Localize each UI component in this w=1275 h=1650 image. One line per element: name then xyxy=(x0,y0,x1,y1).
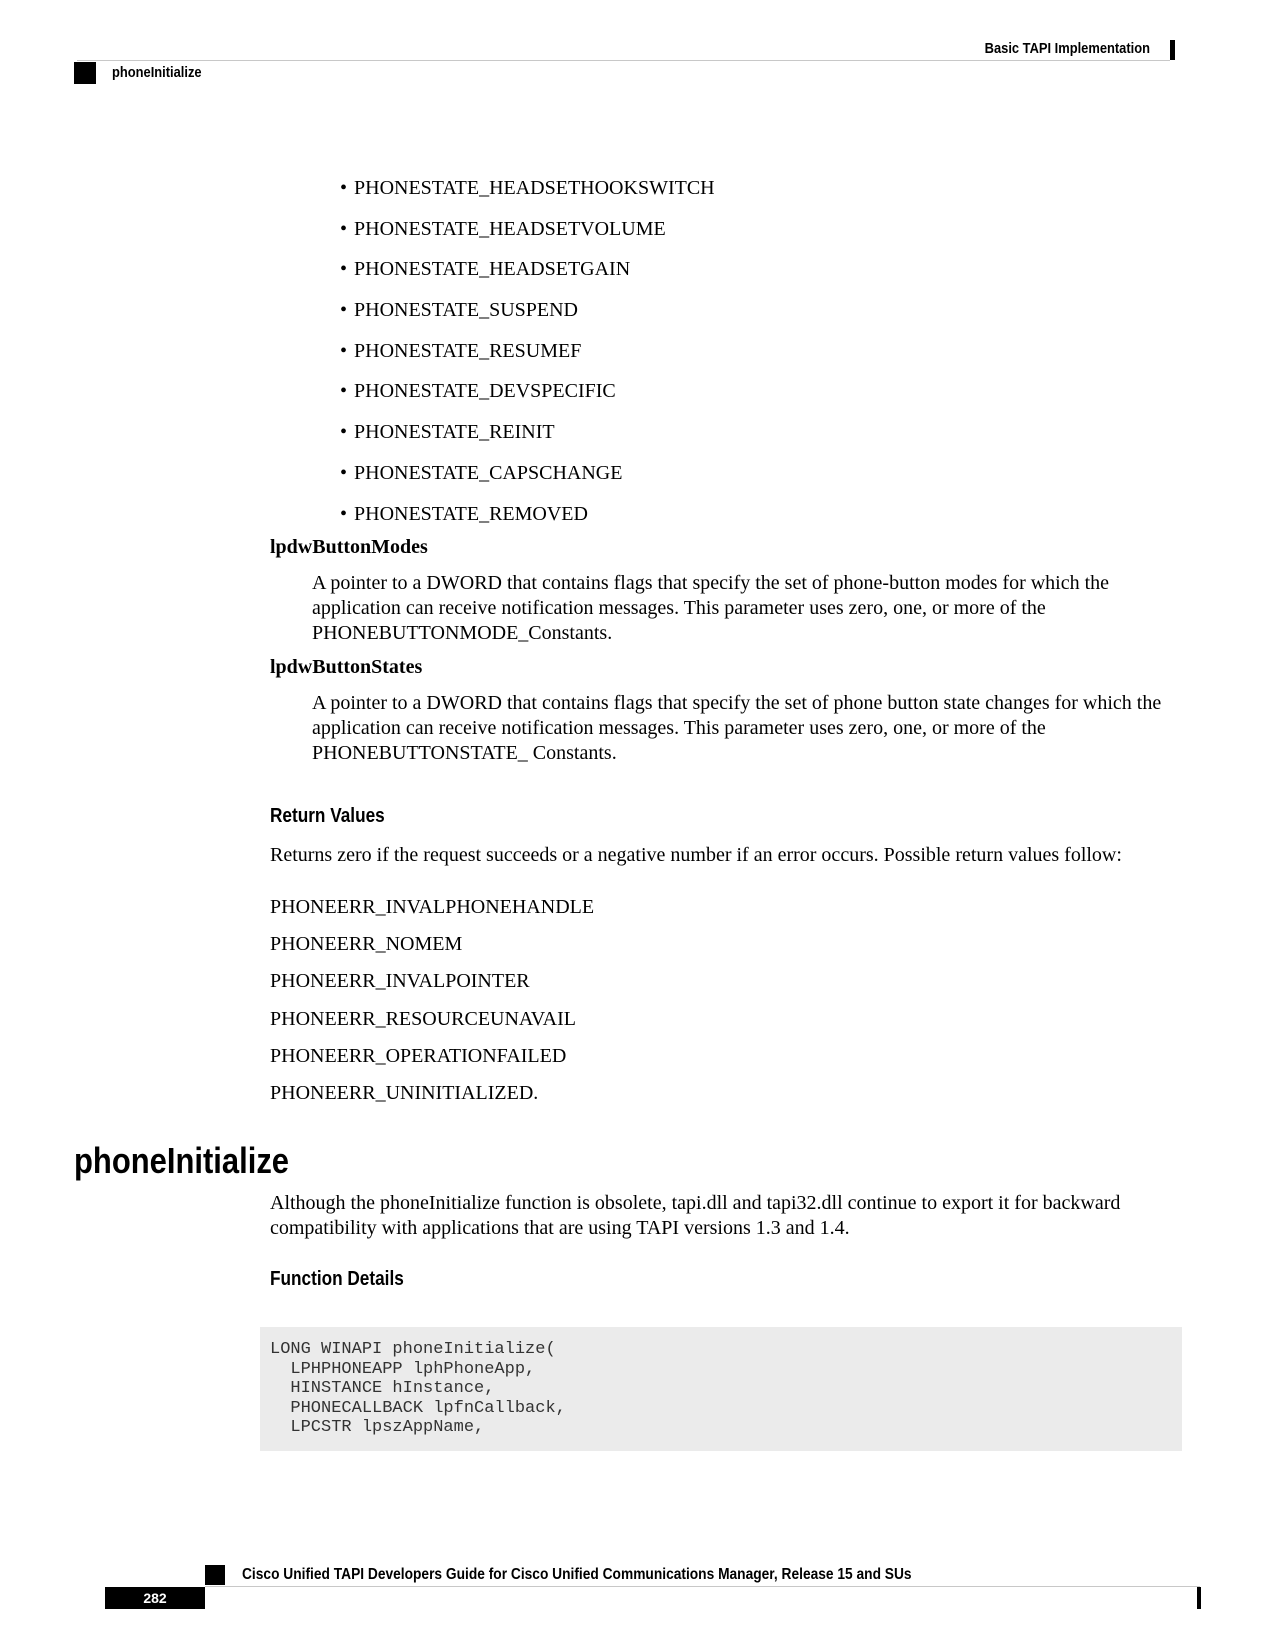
running-header-chapter: Basic TAPI Implementation xyxy=(984,40,1150,57)
section-intro: Although the phoneInitialize function is obsolete, tapi.dll and tapi32.dll continue to export it for backward compatibility with applications that are using TAPI versions 1.3 and 1.4. xyxy=(270,1192,1121,1239)
return-values-intro: Returns zero if the request succeeds or a negative number if an error occurs. Possible return values follow: xyxy=(270,844,1122,866)
return-value-item: PHONEERR_OPERATIONFAILED xyxy=(270,1044,567,1067)
return-value-item: PHONEERR_NOMEM xyxy=(270,933,463,956)
bullet-item: • PHONESTATE_HEADSETVOLUME xyxy=(340,217,715,258)
bullet-item: • PHONESTATE_SUSPEND xyxy=(340,298,715,339)
param-desc-button-modes: A pointer to a DWORD that contains flags that specify the set of phone-button modes for which the application can receive notification messages. This parameter uses zero, one, or more of the PHONEBUTTONMODE_Constants. xyxy=(312,572,1110,644)
header-rule xyxy=(77,60,1170,61)
bullet-item: • PHONESTATE_RESUMEF xyxy=(340,339,715,380)
param-name-button-states: lpdwButtonStates xyxy=(270,656,423,678)
bullet-item: • PHONESTATE_REMOVED xyxy=(340,502,715,543)
bullet-item: • PHONESTATE_HEADSETHOOKSWITCH xyxy=(340,176,715,217)
bullet-item: • PHONESTATE_REINIT xyxy=(340,420,715,461)
running-header-section: phoneInitialize xyxy=(112,64,202,81)
bullet-item: • PHONESTATE_HEADSETGAIN xyxy=(340,257,715,298)
return-value-item: PHONEERR_RESOURCEUNAVAIL xyxy=(270,1007,576,1030)
code-block: LONG WINAPI phoneInitialize( LPHPHONEAPP lphPhoneApp, HINSTANCE hInstance, PHONECALLBACK lpfnCallback, LPCSTR lpszAppName, xyxy=(260,1327,1182,1451)
return-values-heading: Return Values xyxy=(270,805,385,827)
return-value-item: PHONEERR_INVALPHONEHANDLE xyxy=(270,896,595,918)
param-desc-button-states: A pointer to a DWORD that contains flags that specify the set of phone button state changes for which the application can receive notification messages. This parameter uses zero, one, or more of the PHONEBUTTONSTATE_ Constants. xyxy=(312,692,1162,764)
footer-marker-block xyxy=(205,1565,225,1585)
footer-marker-bar xyxy=(1197,1587,1201,1609)
param-name-button-modes: lpdwButtonModes xyxy=(270,536,428,558)
section-title: phoneInitialize xyxy=(74,1140,290,1181)
footer-guide-title: Cisco Unified TAPI Developers Guide for Cisco Unified Communications Manager, Release 15 and SUs xyxy=(242,1566,912,1583)
bullet-item: • PHONESTATE_CAPSCHANGE xyxy=(340,461,715,502)
footer-rule xyxy=(205,1586,1200,1587)
return-value-item: PHONEERR_UNINITIALIZED. xyxy=(270,1081,539,1104)
phonestate-bullet-list xyxy=(340,176,715,542)
return-values-list xyxy=(270,895,594,1118)
return-value-item: PHONEERR_INVALPOINTER xyxy=(270,970,530,993)
header-marker-block xyxy=(74,62,96,84)
function-details-heading: Function Details xyxy=(270,1268,404,1290)
page-number: 282 xyxy=(105,1587,205,1609)
header-marker-bar xyxy=(1170,40,1175,60)
bullet-item: • PHONESTATE_DEVSPECIFIC xyxy=(340,379,715,420)
